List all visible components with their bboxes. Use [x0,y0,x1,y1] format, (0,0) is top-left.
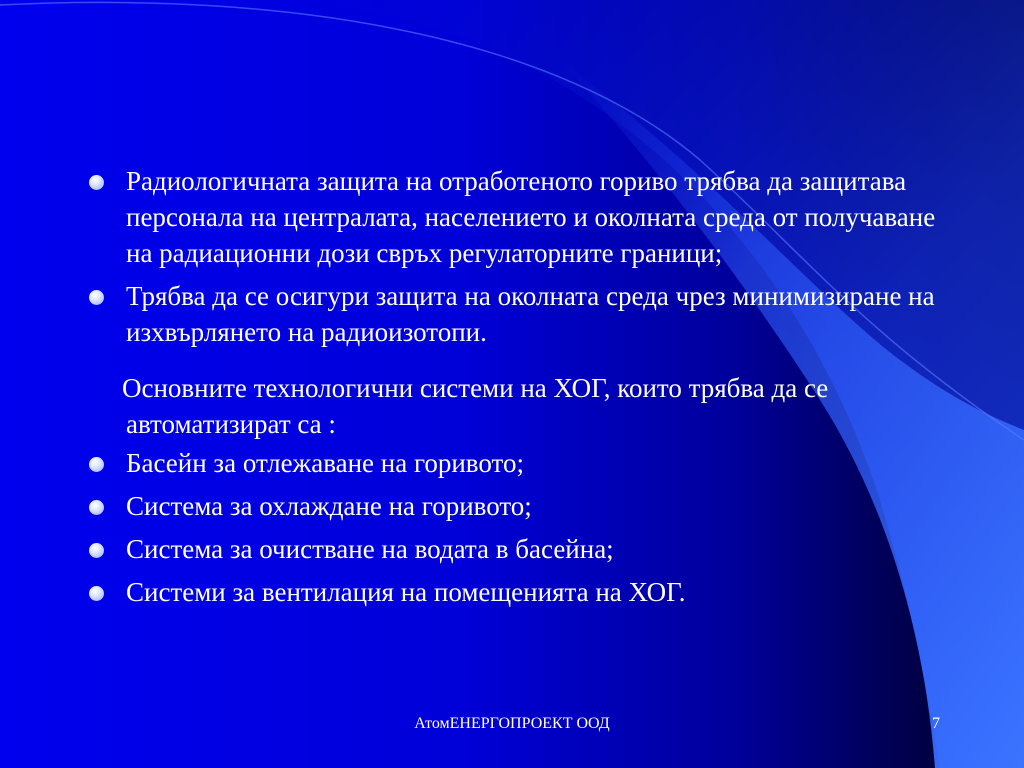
bullet-dot-icon [89,175,104,190]
bullet-item [84,445,954,481]
footer-company: АтомЕНЕРГОПРОЕКТ ООД [414,715,610,732]
bullet-item [84,488,954,524]
section-note: Основните технологични системи на ХОГ, които трябва да се автоматизират са : [122,373,829,439]
bullet-text: Система за охлаждане на горивото; [126,491,532,521]
bullet-dot-icon [89,500,104,515]
bullet-text: Системи за вентилация на помещенията на ХОГ. [126,577,686,607]
bullet-text: Трябва да се осигури защита на околната среда чрез минимизиране на изхвърлянето на радиоизотопи. [126,281,935,347]
bullet-dot-icon [89,586,104,601]
bullet-dot-icon [89,543,104,558]
bullet-item [84,574,954,610]
bullet-item [84,163,954,271]
bullet-dot-icon [89,290,104,305]
bullet-item [84,531,954,567]
bullet-item [84,278,954,350]
slide-body [84,163,954,610]
bullet-dot-icon [89,457,104,472]
bullet-text: Радиологичната защита на отработеното гориво трябва да защитава персонала на централата, населението и околната среда от получаване на радиационни дози свръх регулаторните граници; [126,166,936,268]
page-number: 7 [932,715,940,732]
bullet-text: Басейн за отлежаване на горивото; [126,448,524,478]
bullet-text: Система за очистване на водата в басейна; [126,534,614,564]
